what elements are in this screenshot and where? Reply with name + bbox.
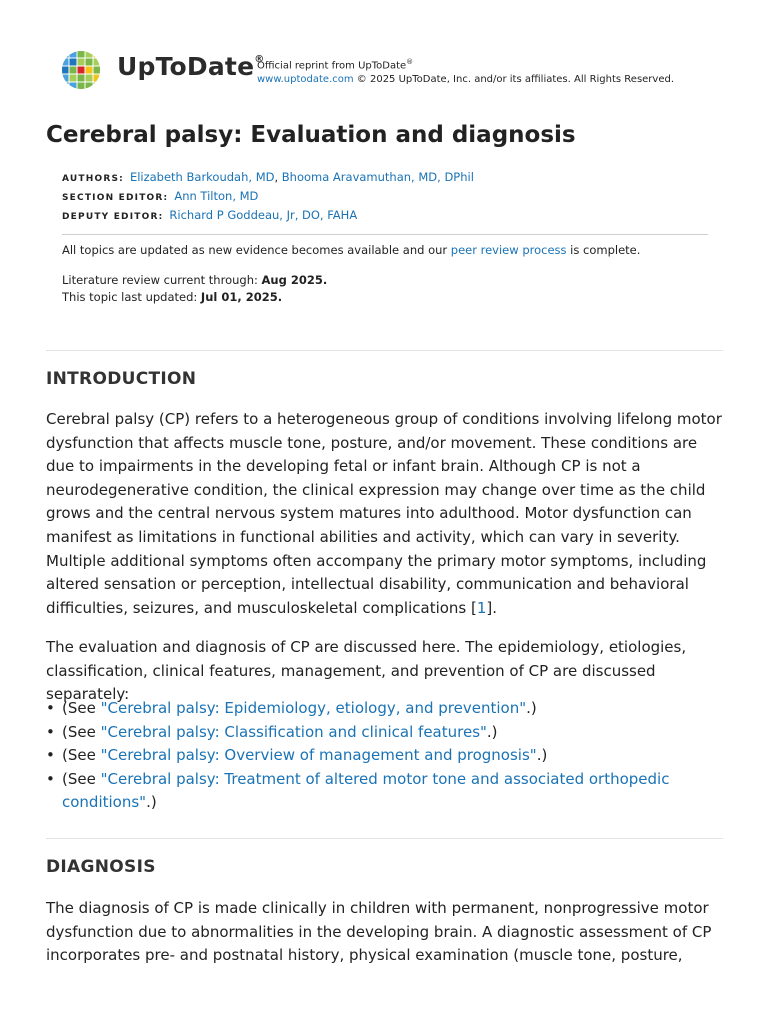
section-editor-label: SECTION EDITOR: bbox=[62, 193, 169, 203]
topic-link-management[interactable]: "Cerebral palsy: Overview of management and prognosis" bbox=[100, 746, 537, 765]
uptodate-site-link[interactable]: www.uptodate.com bbox=[257, 74, 354, 86]
authors-label: AUTHORS: bbox=[62, 174, 124, 184]
divider bbox=[62, 234, 708, 235]
related-topics-list bbox=[46, 697, 724, 815]
overview-paragraph: The evaluation and diagnosis of CP are discussed here. The epidemiology, etiologies, classification, clinical features, management, and prevention of CP are discussed separately: bbox=[46, 638, 687, 704]
topic-link-classification[interactable]: "Cerebral palsy: Classification and clinical features" bbox=[100, 722, 487, 741]
introduction-heading: INTRODUCTION bbox=[46, 369, 197, 389]
section-divider bbox=[46, 350, 723, 351]
author-link-aravamuthan[interactable]: Bhooma Aravamuthan, MD, DPhil bbox=[281, 170, 474, 184]
topic-link-epidemiology[interactable]: "Cerebral palsy: Epidemiology, etiology, and prevention" bbox=[100, 699, 527, 717]
section-editor-row bbox=[62, 188, 474, 207]
section-editor-link[interactable]: Ann Tilton, MD bbox=[174, 189, 259, 203]
list-item: • (See "Cerebral palsy: Epidemiology, etiology, and prevention".) bbox=[46, 697, 724, 721]
deputy-editor-label: DEPUTY EDITOR: bbox=[62, 212, 164, 222]
deputy-editor-link[interactable]: Richard P Goddeau, Jr, DO, FAHA bbox=[169, 208, 358, 222]
peer-review-link[interactable]: peer review process bbox=[450, 243, 567, 257]
update-note: All topics are updated as new evidence becomes available and our peer review process is complete. bbox=[62, 243, 641, 257]
list-item: • (See "Cerebral palsy: Treatment of altered motor tone and associated orthopedic conditions".) bbox=[46, 768, 724, 815]
deputy-editor-row bbox=[62, 207, 474, 226]
section-divider bbox=[46, 838, 723, 839]
page-header bbox=[61, 48, 741, 92]
review-dates: Literature review current through: Aug 2025. This topic last updated: Jul 01, 2025. bbox=[62, 273, 328, 304]
page-title: Cerebral palsy: Evaluation and diagnosis bbox=[46, 122, 576, 148]
list-item: • (See "Cerebral palsy: Overview of management and prognosis".) bbox=[46, 744, 724, 768]
author-link-barkoudah[interactable]: Elizabeth Barkoudah, MD bbox=[129, 170, 275, 184]
reference-link-1[interactable]: 1 bbox=[476, 598, 487, 617]
reprint-notice: Official reprint from UpToDate® www.uptodate.com © 2025 UpToDate, Inc. and/or its affiliates. All Rights Reserved. bbox=[257, 58, 675, 86]
logo-wordmark: UpToDate® bbox=[117, 52, 265, 81]
topic-link-treatment[interactable]: "Cerebral palsy: Treatment of altered motor tone and associated orthopedic conditions" bbox=[62, 769, 670, 812]
list-item: • (See "Cerebral palsy: Classification and clinical features".) bbox=[46, 721, 724, 745]
byline bbox=[62, 169, 474, 226]
diagnosis-paragraph: The diagnosis of CP is made clinically in children with permanent, nonprogressive motor dysfunction due to abnormalities in the developing brain. A diagnostic assessment of CP incorporates pre- and postnatal history, physical examination (muscle tone, posture, bbox=[46, 899, 712, 965]
introduction-paragraph: Cerebral palsy (CP) refers to a heterogeneous group of conditions involving lifelong motor dysfunction that affects muscle tone, posture, and/or movement. These conditions are due to impairments in the developing fetal or infant brain. Although CP is not a neurodegenerative condition, the clinical expression may change over time as the child grows and the central nervous system matures into adulthood. Motor dysfunction can manifest as limitations in functional abilities and activity, which can vary in severity. Multiple additional symptoms often accompany the primary motor symptoms, including altered sensation or perception, intellectual disability, communication and behavioral difficulties, seizures, and musculoskeletal complications [1]. bbox=[46, 410, 722, 617]
diagnosis-heading: DIAGNOSIS bbox=[46, 857, 156, 877]
authors-row: AUTHORS: Elizabeth Barkoudah, MD, Bhooma Aravamuthan, MD, DPhil bbox=[62, 170, 474, 184]
uptodate-logo-icon bbox=[61, 50, 101, 90]
